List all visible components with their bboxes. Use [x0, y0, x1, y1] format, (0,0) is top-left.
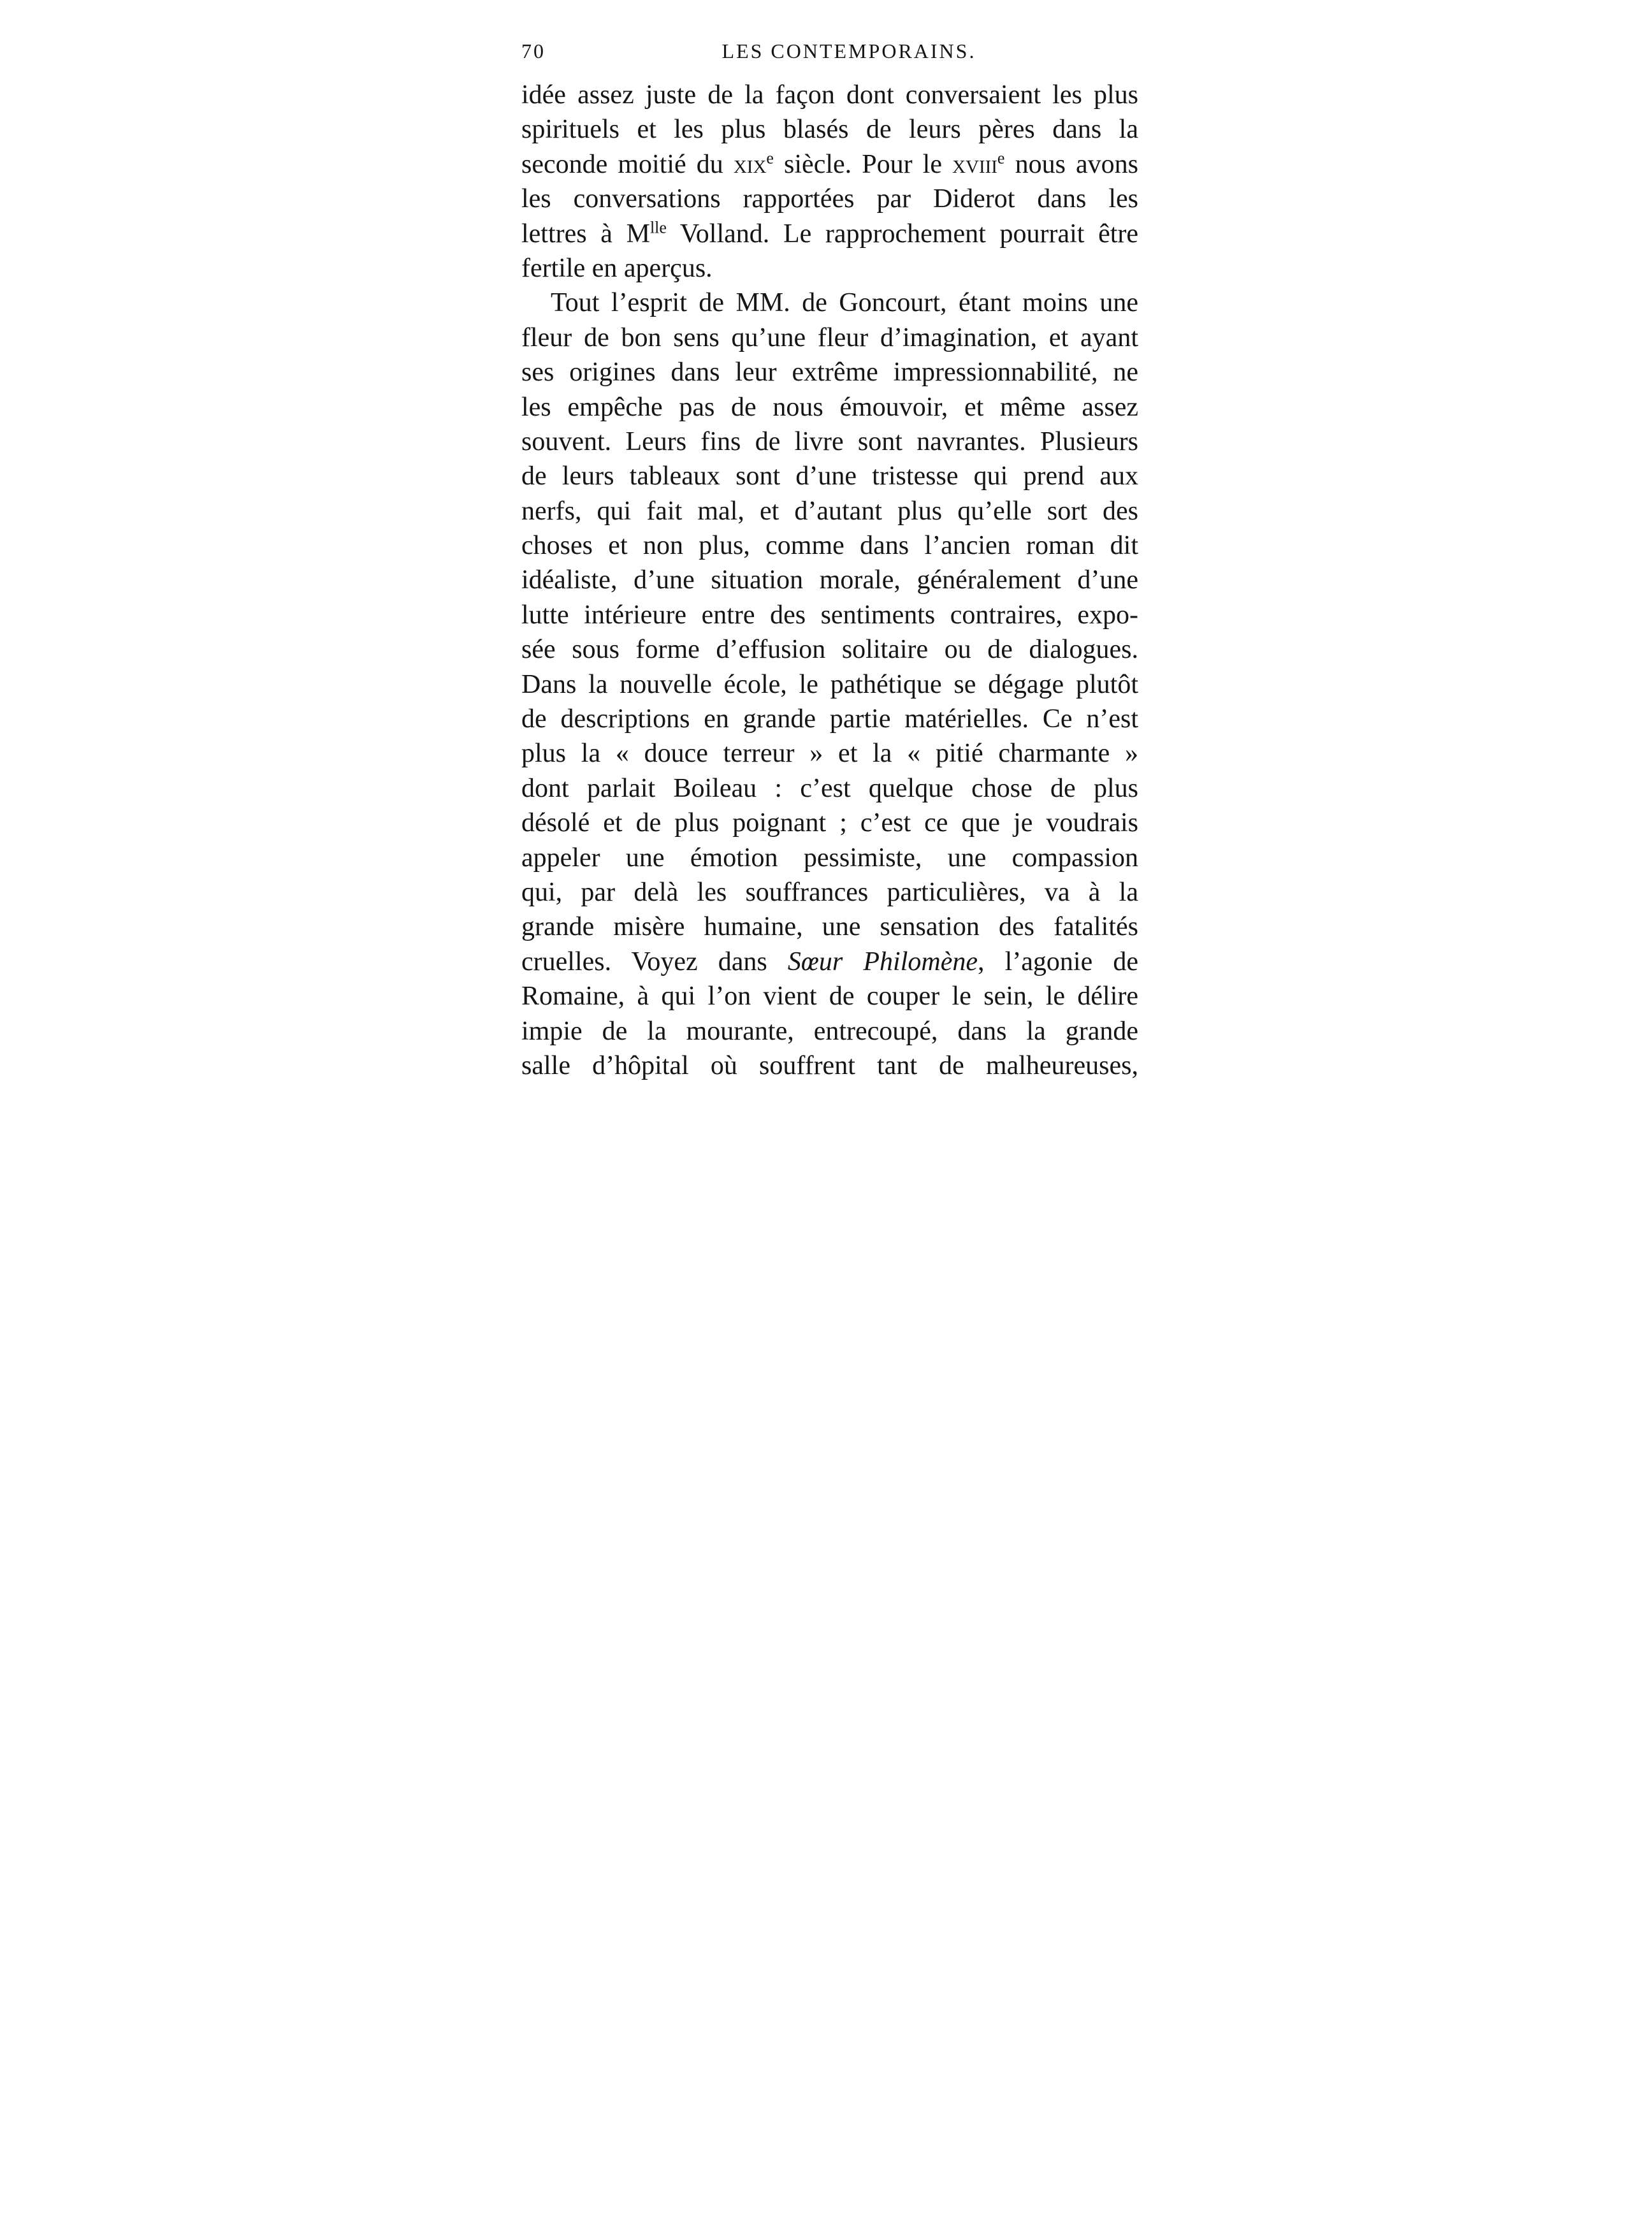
text-line: fleur de bon sens qu’une fleur d’imagination, et ayant — [521, 323, 1138, 352]
text-line: désolé et de plus poignant ; c’est ce que je voudrais — [521, 808, 1138, 838]
text-fragment: cruelles. Voyez dans — [521, 947, 788, 976]
text-line — [521, 147, 1138, 182]
text-line: lutte intérieure entre des sentiments contraires, expo- — [521, 600, 1138, 630]
superscript: lle — [649, 218, 667, 237]
text-line: de leurs tableaux sont d’une tristesse qui prend aux — [521, 461, 1138, 491]
text-line: grande misère humaine, une sensation des fatalités — [521, 912, 1138, 942]
text-line: appeler une émotion pessimiste, une compassion — [521, 843, 1138, 873]
text-fragment: seconde moitié du — [521, 149, 734, 179]
text-line: qui, par delà les souffrances particulières, va à la — [521, 877, 1138, 907]
text-line: fertile en aperçus. — [521, 253, 713, 283]
text-line: sée sous forme d’effusion solitaire ou de dialogues. — [521, 635, 1138, 665]
text-fragment: siècle. Pour le — [773, 149, 953, 179]
book-title: Sœur Philomène — [787, 947, 978, 976]
text-line: souvent. Leurs fins de livre sont navrantes. Plusieurs — [521, 426, 1138, 456]
text-line — [521, 217, 1138, 251]
text-fragment: Volland. Le rapprochement pourrait être — [666, 219, 1139, 249]
text-line: plus la « douce terreur » et la « pitié charmante » — [521, 739, 1138, 769]
text-line: choses et non plus, comme dans l’ancien roman dit — [521, 531, 1138, 561]
text-line: idée assez juste de la façon dont conversaient les plus — [521, 80, 1138, 110]
text-line: de descriptions en grande partie matérielles. Ce n’est — [521, 704, 1138, 734]
body-text — [521, 78, 1138, 1083]
text-fragment: nous avons — [1004, 149, 1138, 179]
text-fragment: lettres à M — [521, 219, 650, 249]
roman-numeral: xix — [733, 149, 767, 179]
superscript: e — [766, 149, 774, 168]
running-head — [521, 32, 1138, 70]
running-title: LES CONTEMPORAINS. — [721, 40, 976, 62]
text-line: idéaliste, d’une situation morale, généralement d’une — [521, 565, 1138, 595]
text-line: salle d’hôpital où souffrent tant de malheureuses, — [521, 1050, 1138, 1080]
text-line — [521, 945, 1138, 979]
superscript: e — [997, 149, 1005, 168]
text-line: dont parlait Boileau : c’est quelque chose de plus — [521, 773, 1138, 803]
roman-numeral: xviii — [952, 149, 997, 179]
text-line: les empêche pas de nous émouvoir, et même assez — [521, 392, 1138, 422]
text-line: les conversations rapportées par Diderot dans les — [521, 184, 1138, 214]
text-line: impie de la mourante, entrecoupé, dans la grande — [521, 1016, 1138, 1046]
text-fragment: , l’agonie de — [978, 947, 1138, 976]
page-number: 70 — [521, 40, 546, 62]
text-line: Dans la nouvelle école, le pathétique se dégage plutôt — [521, 669, 1138, 699]
text-line: spirituels et les plus blasés de leurs pères dans la — [521, 115, 1138, 145]
text-line: Tout l’esprit de MM. de Goncourt, étant moins une — [551, 288, 1138, 318]
text-line: Romaine, à qui l’on vient de couper le sein, le délire — [521, 982, 1138, 1012]
text-line: nerfs, qui fait mal, et d’autant plus qu’elle sort des — [521, 496, 1138, 526]
text-line: ses origines dans leur extrême impressionnabilité, ne — [521, 358, 1138, 388]
